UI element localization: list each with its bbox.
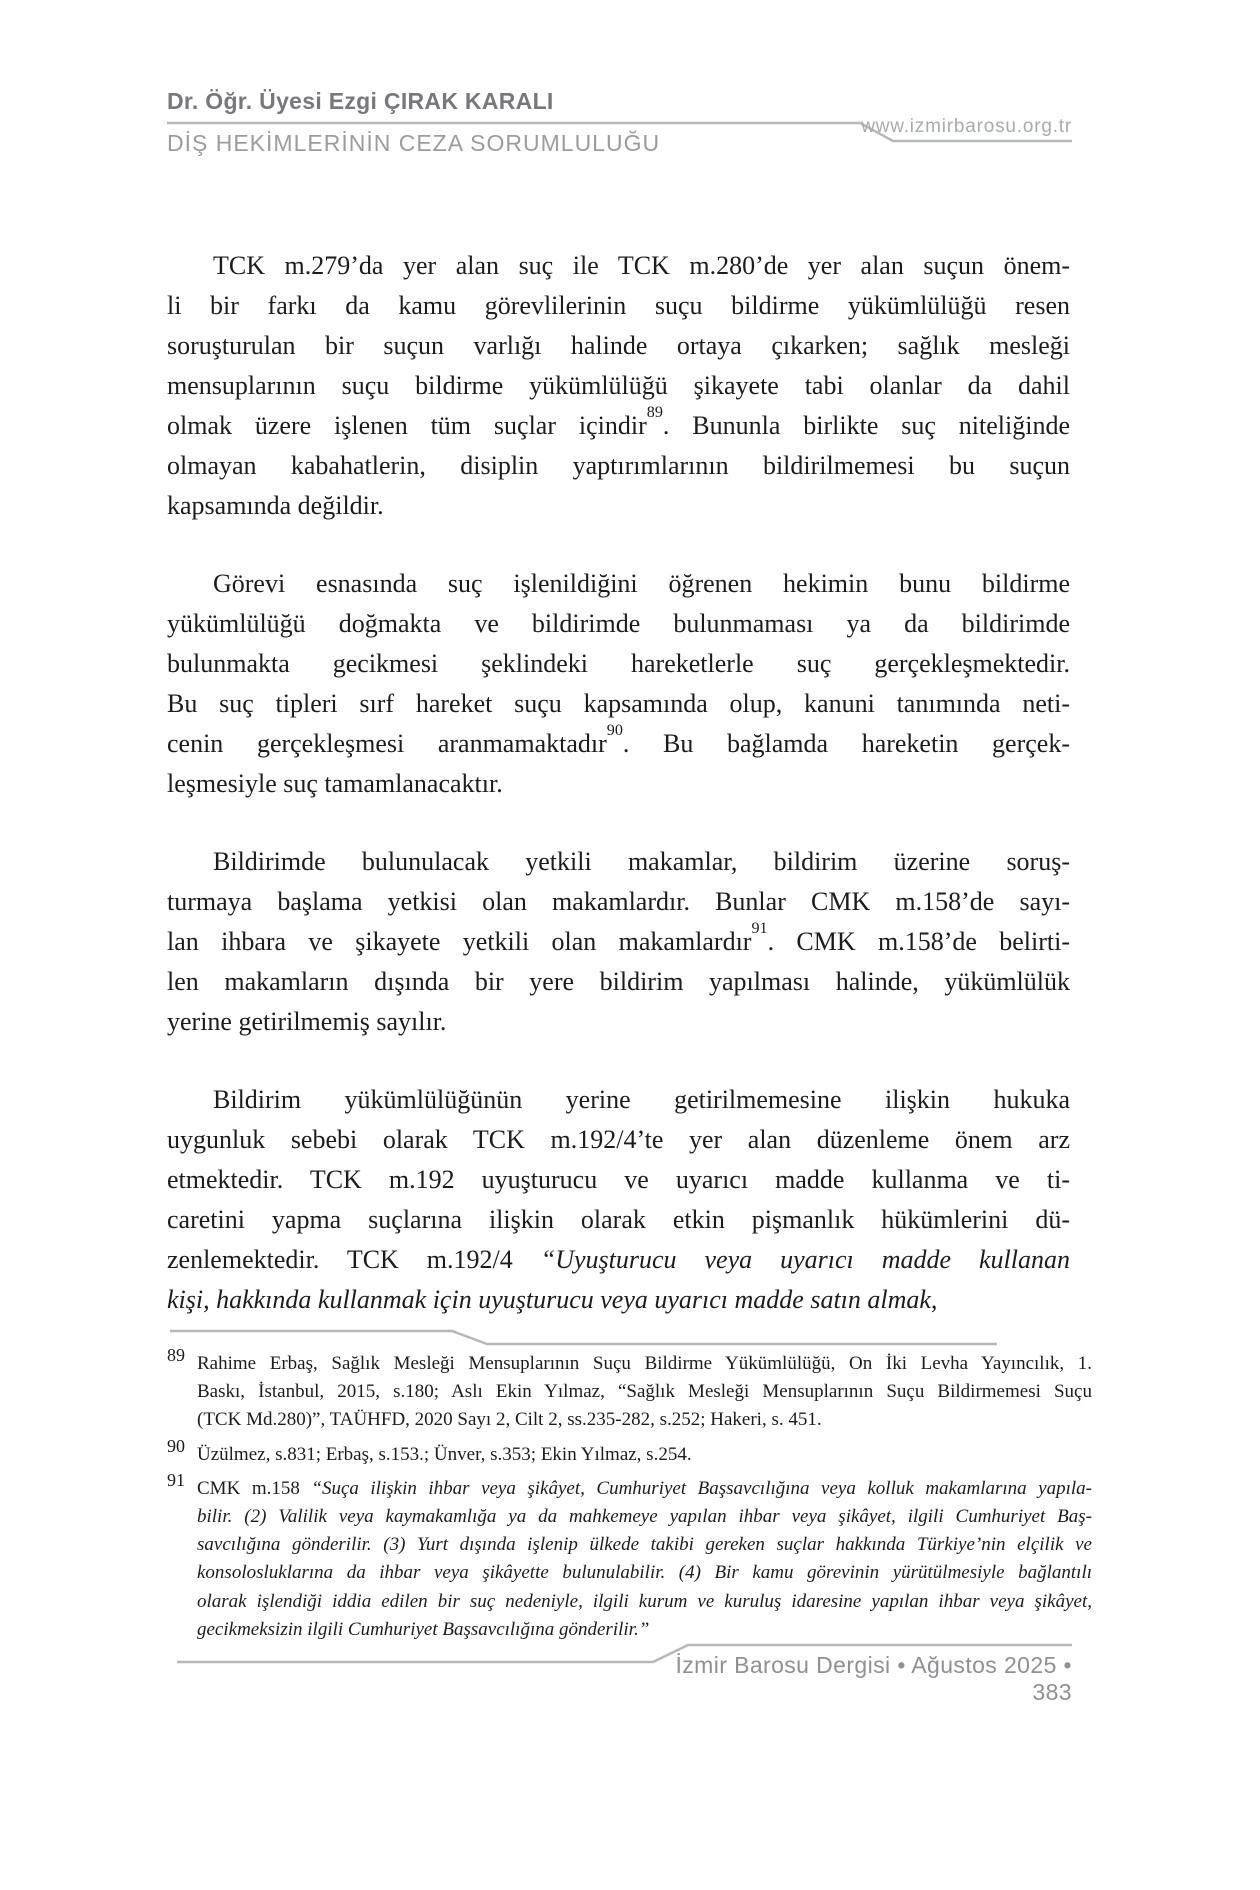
- article-title: DİŞ HEKİMLERİNİN CEZA SORUMLULUĞU: [167, 130, 661, 156]
- text-line: caretini yapma suçlarına ilişkin olarak etkin pişmanlık hükümlerini dü-: [167, 1205, 1070, 1234]
- footnote-separator-rule: [167, 1326, 1002, 1348]
- paragraph: [167, 842, 1070, 1042]
- text-line: bilir. (2) Valilik veya kaymakamlığa ya da mahkemeye yapılan ihbar veya şikâyet, ilgili Cumhuriyet Baş-: [197, 1506, 1092, 1528]
- text-line: Üzülmez, s.831; Erbaş, s.153.; Ünver, s.353; Ekin Yılmaz, s.254.: [197, 1443, 692, 1465]
- footnote: [167, 1435, 1092, 1469]
- page-footer: İzmir Barosu Dergisi • Ağustos 2025 • 383: [675, 1652, 1072, 1705]
- text-line: (TCK Md.280)”, TAÜHFD, 2020 Sayı 2, Cilt 2, ss.235-282, s.252; Hakeri, s. 451.: [197, 1409, 822, 1431]
- text-line: turmaya başlama yetkisi olan makamlardır. Bunlar CMK m.158’de sayı-: [167, 887, 1070, 916]
- footnote-reference: 89: [646, 404, 663, 422]
- text-line: olmayan kabahatlerin, disiplin yaptırımlarının bildirilmemesi bu suçun: [167, 451, 1070, 480]
- text-line: gecikmeksizin ilgili Cumhuriyet Başsavcılığına gönderilir.”: [197, 1618, 650, 1640]
- footnote-reference: 91: [751, 920, 768, 938]
- journal-website: www.izmirbarosu.org.tr: [861, 116, 1072, 137]
- text-line: li bir farkı da kamu görevlilerinin suçu bildirme yükümlülüğü resen: [167, 291, 1070, 320]
- footnote-reference: 90: [606, 722, 623, 740]
- body-paragraphs: [167, 246, 1070, 1320]
- text-line: Bildirim yükümlülüğünün yerine getirilmemesine ilişkin hukuka: [213, 1085, 1070, 1114]
- text-line: mensuplarının suçu bildirme yükümlülüğü şikayete tabi olanlar da dahil: [167, 371, 1070, 400]
- text-line: yükümlülüğü doğmakta ve bildirimde bulunmaması ya da bildirimde: [167, 609, 1070, 638]
- footnotes: [167, 1345, 1092, 1650]
- text-line: kapsamında değildir.: [167, 491, 384, 520]
- text-line: Bildirimde bulunulacak yetkili makamlar, bildirim üzerine soruş-: [213, 847, 1070, 876]
- text-line: cenin gerçekleşmesi aranmamaktadır$^{90}$. Bu bağlamda hareketin gerçek-: [167, 722, 1070, 758]
- footnote-number: 90: [167, 1435, 185, 1456]
- text-line: Bu suç tipleri sırf hareket suçu kapsamında olup, kanuni tanımında neti-: [167, 689, 1070, 718]
- paragraph: [167, 246, 1070, 526]
- paragraph: [167, 564, 1070, 804]
- text-line: zenlemektedir. TCK m.192/4 “Uyuşturucu veya uyarıcı madde kullanan: [167, 1245, 1070, 1274]
- text-line: yerine getirilmemiş sayılır.: [167, 1007, 447, 1036]
- text-line: konsolosluklarına da ihbar veya şikâyette bulunulabilir. (4) Bir kamu görevinin yürütülmesiyle bağlantılı: [197, 1562, 1092, 1584]
- text-line: uygunluk sebebi olarak TCK m.192/4’te yer alan düzenleme önem arz: [167, 1125, 1070, 1154]
- text-line: len makamların dışında bir yere bildirim yapılması halinde, yükümlülük: [167, 967, 1070, 996]
- text-line: bulunmakta gecikmesi şeklindeki hareketlerle suç gerçekleşmektedir.: [167, 649, 1070, 678]
- text-line: soruşturulan bir suçun varlığı halinde ortaya çıkarken; sağlık mesleği: [167, 331, 1070, 360]
- text-line: lan ihbara ve şikayete yetkili olan makamlardır$^{91}$. CMK m.158’de belirti-: [167, 920, 1070, 956]
- footnote: [167, 1469, 1092, 1644]
- text-line: TCK m.279’da yer alan suç ile TCK m.280’de yer alan suçun önem-: [213, 251, 1070, 280]
- footnote: [167, 1345, 1092, 1435]
- text-line: savcılığına gönderilir. (3) Yurt dışında işlenip ülkede takibi gereken suçlar hakkında Türkiye’nin elçilik ve: [197, 1534, 1092, 1556]
- text-line: kişi, hakkında kullanmak için uyuşturucu veya uyarıcı madde satın almak,: [167, 1285, 938, 1314]
- text-line: olarak işlendiği iddia edilen bir suç nedeniyle, ilgili kurum ve kuruluş idaresine yapılan ihbar veya şikâyet,: [197, 1590, 1092, 1612]
- author-name: Dr. Öğr. Üyesi Ezgi ÇIRAK KARALI: [167, 88, 554, 114]
- text-line: leşmesiyle suç tamamlanacaktır.: [167, 769, 503, 798]
- text-line: CMK m.158 “Suça ilişkin ihbar veya şikâyet, Cumhuriyet Başsavcılığına veya kolluk makamlarına yapıla-: [197, 1477, 1092, 1499]
- text-line: olmak üzere işlenen tüm suçlar içindir$^{89}$. Bununla birlikte suç niteliğinde: [167, 404, 1070, 440]
- paragraph: [167, 1080, 1070, 1320]
- text-line: Görevi esnasında suç işlenildiğini öğrenen hekimin bunu bildirme: [213, 569, 1070, 598]
- text-line: Rahime Erbaş, Sağlık Mesleği Mensuplarının Suçu Bildirme Yükümlülüğü, On İki Levha Yayıncılık, 1.: [197, 1353, 1092, 1374]
- footnote-number: 89: [167, 1345, 185, 1365]
- footnote-number: 91: [167, 1469, 185, 1490]
- text-line: Baskı, İstanbul, 2015, s.180; Aslı Ekin Yılmaz, “Sağlık Mesleği Mensuplarının Suçu Bildirmemesi Suçu: [197, 1381, 1092, 1403]
- text-line: etmektedir. TCK m.192 uyuşturucu ve uyarıcı madde kullanma ve ti-: [167, 1165, 1070, 1194]
